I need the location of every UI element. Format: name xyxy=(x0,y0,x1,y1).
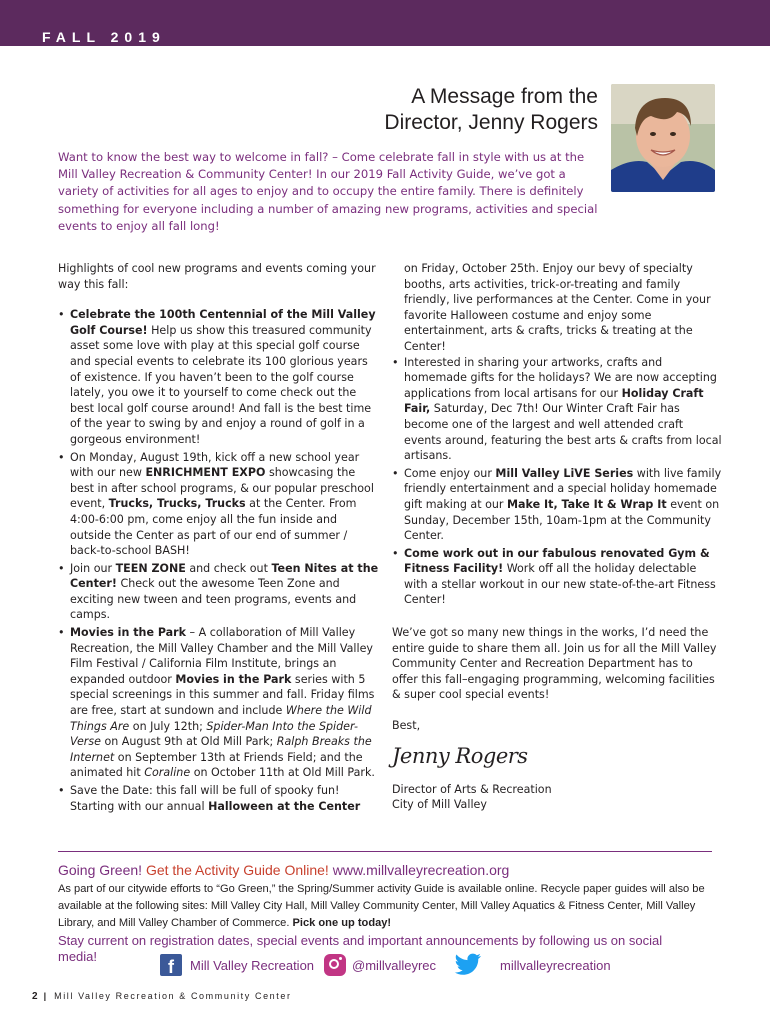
page-title xyxy=(268,84,598,136)
intro-paragraph: Want to know the best way to welcome in fall? – Come celebrate fall in style with us at the Mill Valley Recreation & Community Center! In our 2019 Fall Activity Guide, we’ve got a variety of activities for all ages to enjoy and to occupy the entire family. There is definitely something for everyone including a number of amazing new programs, activities and special events to enjoy all fall long! xyxy=(58,150,598,233)
going-green-label: Going Green! xyxy=(58,862,143,878)
season-label: FALL 2019 xyxy=(42,29,166,45)
page-number: 2 xyxy=(32,991,38,1002)
twitter-handle[interactable]: millvalleyrecreation xyxy=(500,957,611,973)
facebook-handle[interactable]: Mill Valley Recreation xyxy=(190,957,315,973)
sign-off: Best, xyxy=(392,719,421,733)
left-column xyxy=(58,261,380,816)
list-item: • Save the Date: this fall will be full of spooky fun! Starting with our annual Halloween at the Center xyxy=(58,783,380,814)
going-green-heading xyxy=(58,862,509,878)
director-photo xyxy=(611,84,715,192)
list-item: • Interested in sharing your artworks, crafts and homemade gifts for the holidays? We are now accepting applications from local artisans for our Holiday Craft Fair, Saturday, Dec 7th! Our Winter Craft Fair has become one of the largest and well attended craft events around, featuring the best arts & crafts from local artisans. xyxy=(392,355,722,464)
footer-text: Mill Valley Recreation & Community Center xyxy=(54,991,292,1001)
website-link[interactable]: www.millvalleyrecreation.org xyxy=(332,862,510,878)
halloween-continuation: on Friday, October 25th. Enjoy our bevy of specialty booths, arts activities, trick-or-treating and family friendly, live performances at the Center. Come in your favorite Halloween costume and enjoy some entertainment, arts & crafts, tricks & treating at the Center! xyxy=(404,262,711,353)
signature: Jenny Rogers xyxy=(392,743,528,768)
section-divider xyxy=(58,851,712,852)
list-item: • Come work out in our fabulous renovated Gym & Fitness Facility! Work off all the holiday delectable with a stellar workout in our new state-of-the-art Fitness Center! xyxy=(392,546,722,608)
events-list xyxy=(392,355,722,609)
title-line-2: Director, Jenny Rogers xyxy=(384,111,598,134)
header-bar xyxy=(0,0,770,46)
instagram-icon[interactable] xyxy=(324,954,346,976)
activity-guide-cta: Get the Activity Guide Online! xyxy=(145,862,329,878)
social-lead: Stay current on registration dates, special events and important announcements by following us on social media! xyxy=(58,933,663,964)
right-column xyxy=(392,261,722,813)
signer-org: City of Mill Valley xyxy=(392,798,487,812)
instagram-handle[interactable]: @millvalleyrec xyxy=(352,957,437,973)
social-links xyxy=(160,952,611,978)
list-item: • Movies in the Park – A collaboration of Mill Valley Recreation, the Mill Valley Chamber and the Mill Valley Film Festival / California Film Institute, brings an expanded outdoor Movies in the Park series with 5 special screenings in this summer and fall. Friday films are free, start at sundown and include Where the Wild Things Are on July 12th; Spider-Man Into the Spider-Verse on August 9th at Old Mill Park; Ralph Breaks the Internet on September 13th at Friends Field; and the animated hit Coraline on October 11th at Old Mill Park. xyxy=(58,625,380,781)
list-item: • Join our TEEN ZONE and check out Teen Nites at the Center! Check out the awesome Teen Zone and exciting new tween and teen programs, events and camps. xyxy=(58,561,380,623)
page-footer xyxy=(32,991,292,1002)
list-item: • On Monday, August 19th, kick off a new school year with our new ENRICHMENT EXPO showcasing the best in after school programs, & our popular preschool event, Trucks, Trucks, Trucks at the Center. From 4:00-6:00 pm, come enjoy all the fun inside and outside the Center as part of our end of summer / back-to-school BASH! xyxy=(58,450,380,559)
highlights-lead: Highlights of cool new programs and events coming your way this fall: xyxy=(58,262,376,291)
list-item: • Come enjoy our Mill Valley LiVE Series with live family friendly entertainment and a special holiday homemade gift making at our Make It, Take It & Wrap It event on Sunday, December 15th, 10am-1pm at the Community Center. xyxy=(392,466,722,544)
title-line-1: A Message from the xyxy=(411,85,598,108)
facebook-icon[interactable]: f xyxy=(160,954,182,976)
footer-separator: | xyxy=(43,991,47,1001)
list-item: • Celebrate the 100th Centennial of the Mill Valley Golf Course! Help us show this treasured community asset some love with play at this special golf course and special events to celebrate its 100 glorious years of existence. If you haven’t been to the golf course lately, you owe it to yourself to come check out the best local golf course around! And fall is the best time of the year to swing by and enjoy a round of golf in a gorgeous environment! xyxy=(58,307,380,447)
closing-paragraph: We’ve got so many new things in the works, I’d need the entire guide to share them all. Join us for all the Mill Valley Community Center and Recreation Department has to offer this fall–engaging programming, welcoming facilities & super cool special events! xyxy=(392,626,717,702)
highlights-list xyxy=(58,307,380,814)
going-green-body: As part of our citywide efforts to “Go Green,” the Spring/Summer activity Guide is available online. Recycle paper guides will also be available at the following sites: Mill Valley City Hall, Mill Valley Community Center, Mill Valley Aquatics & Fitness Center, Mill Valley Library, and Mill Valley Chamber of Commerce. Pick one up today! xyxy=(58,883,705,929)
signer-title: Director of Arts & Recreation xyxy=(392,782,552,796)
twitter-icon[interactable] xyxy=(454,953,482,977)
